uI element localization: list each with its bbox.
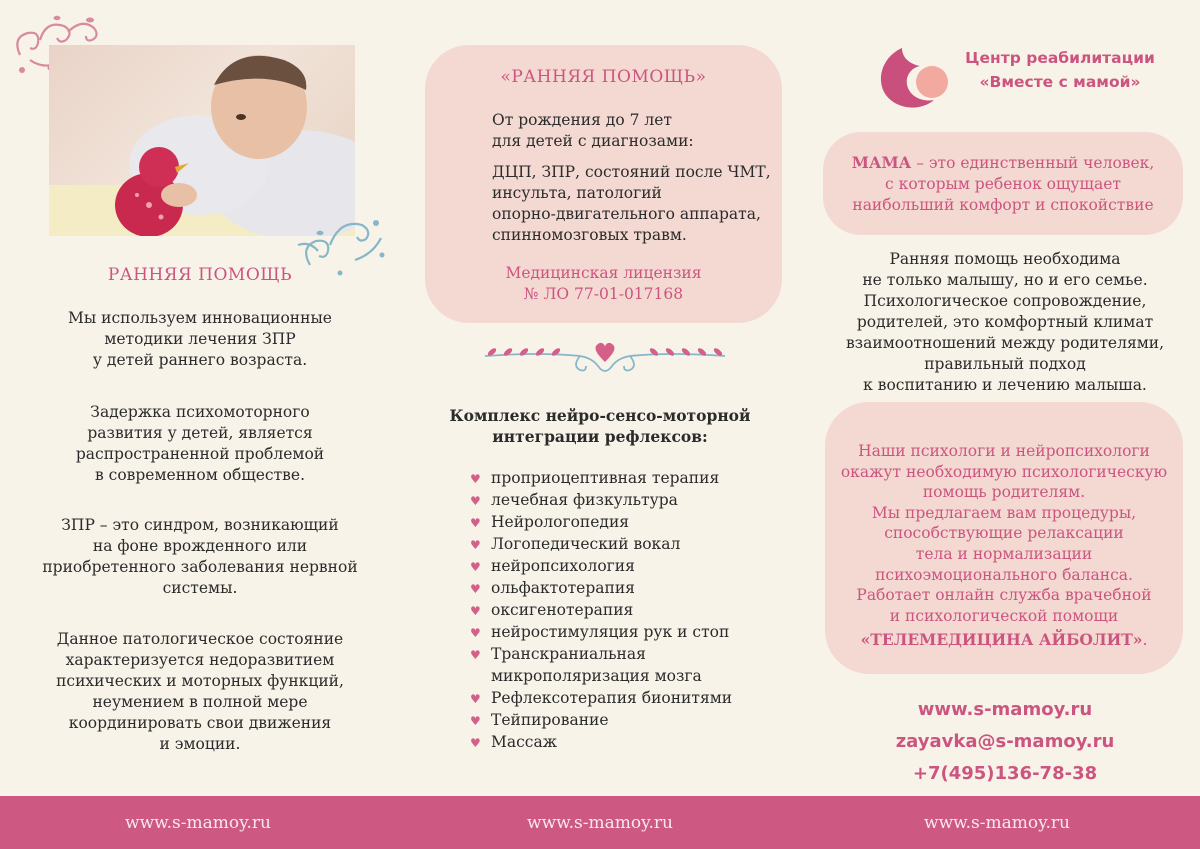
mama-word: МАМА — [851, 153, 912, 172]
telemedicine-name: «ТЕЛЕМЕДИЦИНА АЙБОЛИТ» — [860, 630, 1143, 650]
text-line: на фоне врожденного или — [92, 537, 308, 555]
list-item-label: оксигенотерапия — [491, 601, 634, 619]
text-line: Медицинская лицензия — [505, 264, 702, 282]
list-item-label: Логопедический вокал — [491, 535, 681, 553]
mama-quote — [823, 152, 1183, 216]
heart-icon: ♥ — [470, 560, 481, 574]
list-item — [470, 731, 790, 753]
center-name — [960, 46, 1160, 94]
text-line: к воспитанию и лечению малыша. — [863, 376, 1147, 394]
text-line: «Вместе с мамой» — [979, 73, 1141, 91]
psychologists-text — [825, 441, 1183, 651]
heart-icon: ♥ — [470, 472, 481, 486]
text-line — [823, 152, 1183, 174]
text-fragment: . — [1142, 631, 1148, 650]
list-item-label: нейростимуляция рук и стоп — [491, 623, 730, 641]
text-line: спинномозговых травм. — [492, 226, 687, 244]
text-line: ДЦП, ЗПР, состояний после ЧМТ, — [492, 163, 771, 181]
text-line: психических и моторных функций, — [56, 672, 344, 690]
footer-website-link[interactable]: www.s-mamoy.ru — [125, 813, 271, 833]
text-line: психоэмоционального баланса. — [875, 565, 1133, 584]
heart-icon: ♥ — [470, 494, 481, 508]
text-fragment: – это единственный человек, — [911, 154, 1155, 172]
list-item — [470, 511, 790, 533]
list-item — [470, 621, 790, 643]
license-text — [425, 263, 782, 305]
heart-icon: ♥ — [470, 538, 481, 552]
text-line: не только малышу, но и его семье. — [862, 271, 1148, 289]
text-line: Психологическое сопровождение, — [863, 292, 1147, 310]
heart-ornament-divider — [480, 338, 730, 380]
text-line: Задержка психомоторного — [90, 403, 310, 421]
text-line: в современном обществе. — [94, 466, 306, 484]
text-line: распространенной проблемой — [75, 445, 325, 463]
text-line: неумением в полной мере — [92, 693, 308, 711]
list-item-label: ольфактотерапия — [491, 579, 635, 597]
paragraph-innovative-methods — [40, 308, 360, 371]
early-help-family-text — [820, 249, 1190, 396]
list-item-label: Нейрологопедия — [491, 513, 630, 531]
website-link[interactable]: www.s-mamoy.ru — [917, 699, 1093, 720]
text-line: инсульта, патологий — [492, 184, 662, 202]
list-item-label: лечебная физкультура — [491, 491, 678, 509]
paragraph-delay — [40, 402, 360, 486]
text-line: ЗПР – это синдром, возникающий — [61, 516, 339, 534]
text-line: Центр реабилитации — [965, 49, 1155, 67]
footer-website-link[interactable]: www.s-mamoy.ru — [527, 813, 673, 833]
list-item — [470, 555, 790, 577]
complex-title — [440, 405, 760, 447]
text-line: методики лечения ЗПР — [104, 330, 296, 348]
text-line: № ЛО 77-01-017168 — [523, 285, 684, 303]
list-item — [470, 709, 790, 731]
therapy-list — [470, 467, 790, 753]
list-item — [470, 489, 790, 511]
text-line: для детей с диагнозами: — [492, 132, 694, 150]
text-line: окажут необходимую психологическую — [840, 462, 1168, 481]
text-line: интеграции рефлексов: — [492, 427, 708, 446]
text-line: и психологической помощи — [889, 606, 1119, 625]
text-line: помощь родителям. — [922, 483, 1086, 502]
diagnoses-text — [492, 162, 782, 246]
text-line: взаимоотношений между родителями, — [845, 334, 1165, 352]
heart-icon: ♥ — [470, 648, 481, 662]
footer-website-link[interactable]: www.s-mamoy.ru — [924, 813, 1070, 833]
text-line: и эмоции. — [159, 735, 241, 753]
paragraph-zpr-syndrome — [40, 515, 360, 599]
heart-icon: ♥ — [470, 692, 481, 706]
text-line: Ранняя помощь необходима — [889, 250, 1121, 268]
text-line: способствующие релаксации — [884, 524, 1124, 543]
list-item-label: проприоцептивная терапия — [491, 469, 720, 487]
list-item — [470, 533, 790, 555]
text-line: наибольший комфорт и спокойствие — [852, 196, 1154, 214]
left-section-title: РАННЯЯ ПОМОЩЬ — [107, 265, 293, 285]
text-line: родителей, это комфортный климат — [856, 313, 1154, 331]
list-item — [470, 643, 721, 687]
heart-icon: ♥ — [470, 714, 481, 728]
text-line: координировать свои движения — [68, 714, 332, 732]
text-line: От рождения до 7 лет — [492, 111, 672, 129]
text-line: Комплекс нейро-сенсо-моторной — [449, 406, 751, 425]
center-logo — [876, 42, 954, 112]
text-line: Мы предлагаем вам процедуры, — [871, 503, 1137, 522]
text-line: Наши психологи и нейропсихологи — [858, 442, 1150, 460]
list-item-label: Транскраниальная микрополяризация мозга — [491, 645, 702, 685]
list-item-label: нейропсихология — [491, 557, 635, 575]
text-line: Мы используем инновационные — [68, 309, 332, 327]
list-item — [470, 599, 790, 621]
text-line: у детей раннего возраста. — [92, 351, 308, 369]
early-help-card-title: «РАННЯЯ ПОМОЩЬ» — [500, 67, 707, 87]
list-item-label: Рефлексотерапия бионитями — [491, 689, 733, 707]
email-link[interactable]: zayavka@s-mamoy.ru — [895, 731, 1115, 752]
list-item — [470, 577, 790, 599]
heart-icon: ♥ — [470, 736, 481, 750]
text-line: тела и нормализации — [915, 544, 1093, 563]
text-line: с которым ребенок ощущает — [885, 175, 1121, 193]
list-item — [470, 687, 790, 709]
age-text — [492, 110, 782, 152]
text-line: Данное патологическое состояние — [56, 630, 344, 648]
list-item — [470, 467, 790, 489]
heart-icon: ♥ — [470, 516, 481, 530]
phone-number[interactable]: +7(495)136-78-38 — [912, 763, 1098, 784]
contacts — [870, 694, 1140, 790]
text-line: приобретенного заболевания нервной — [42, 558, 358, 576]
text-line: Работает онлайн служба врачебной — [856, 586, 1152, 605]
heart-icon: ♥ — [470, 582, 481, 596]
text-line: характеризуется недоразвитием — [65, 651, 335, 669]
text-line: правильный подход — [924, 355, 1086, 373]
list-item-label: Массаж — [491, 733, 557, 751]
text-line: опорно-двигательного аппарата, — [492, 205, 761, 223]
text-line: системы. — [162, 579, 238, 597]
text-line: развития у детей, является — [87, 424, 313, 442]
text-line — [825, 630, 1183, 651]
list-item-label: Тейпирование — [491, 711, 609, 729]
paragraph-pathology — [40, 629, 360, 755]
heart-icon: ♥ — [470, 604, 481, 618]
heart-icon: ♥ — [470, 626, 481, 640]
